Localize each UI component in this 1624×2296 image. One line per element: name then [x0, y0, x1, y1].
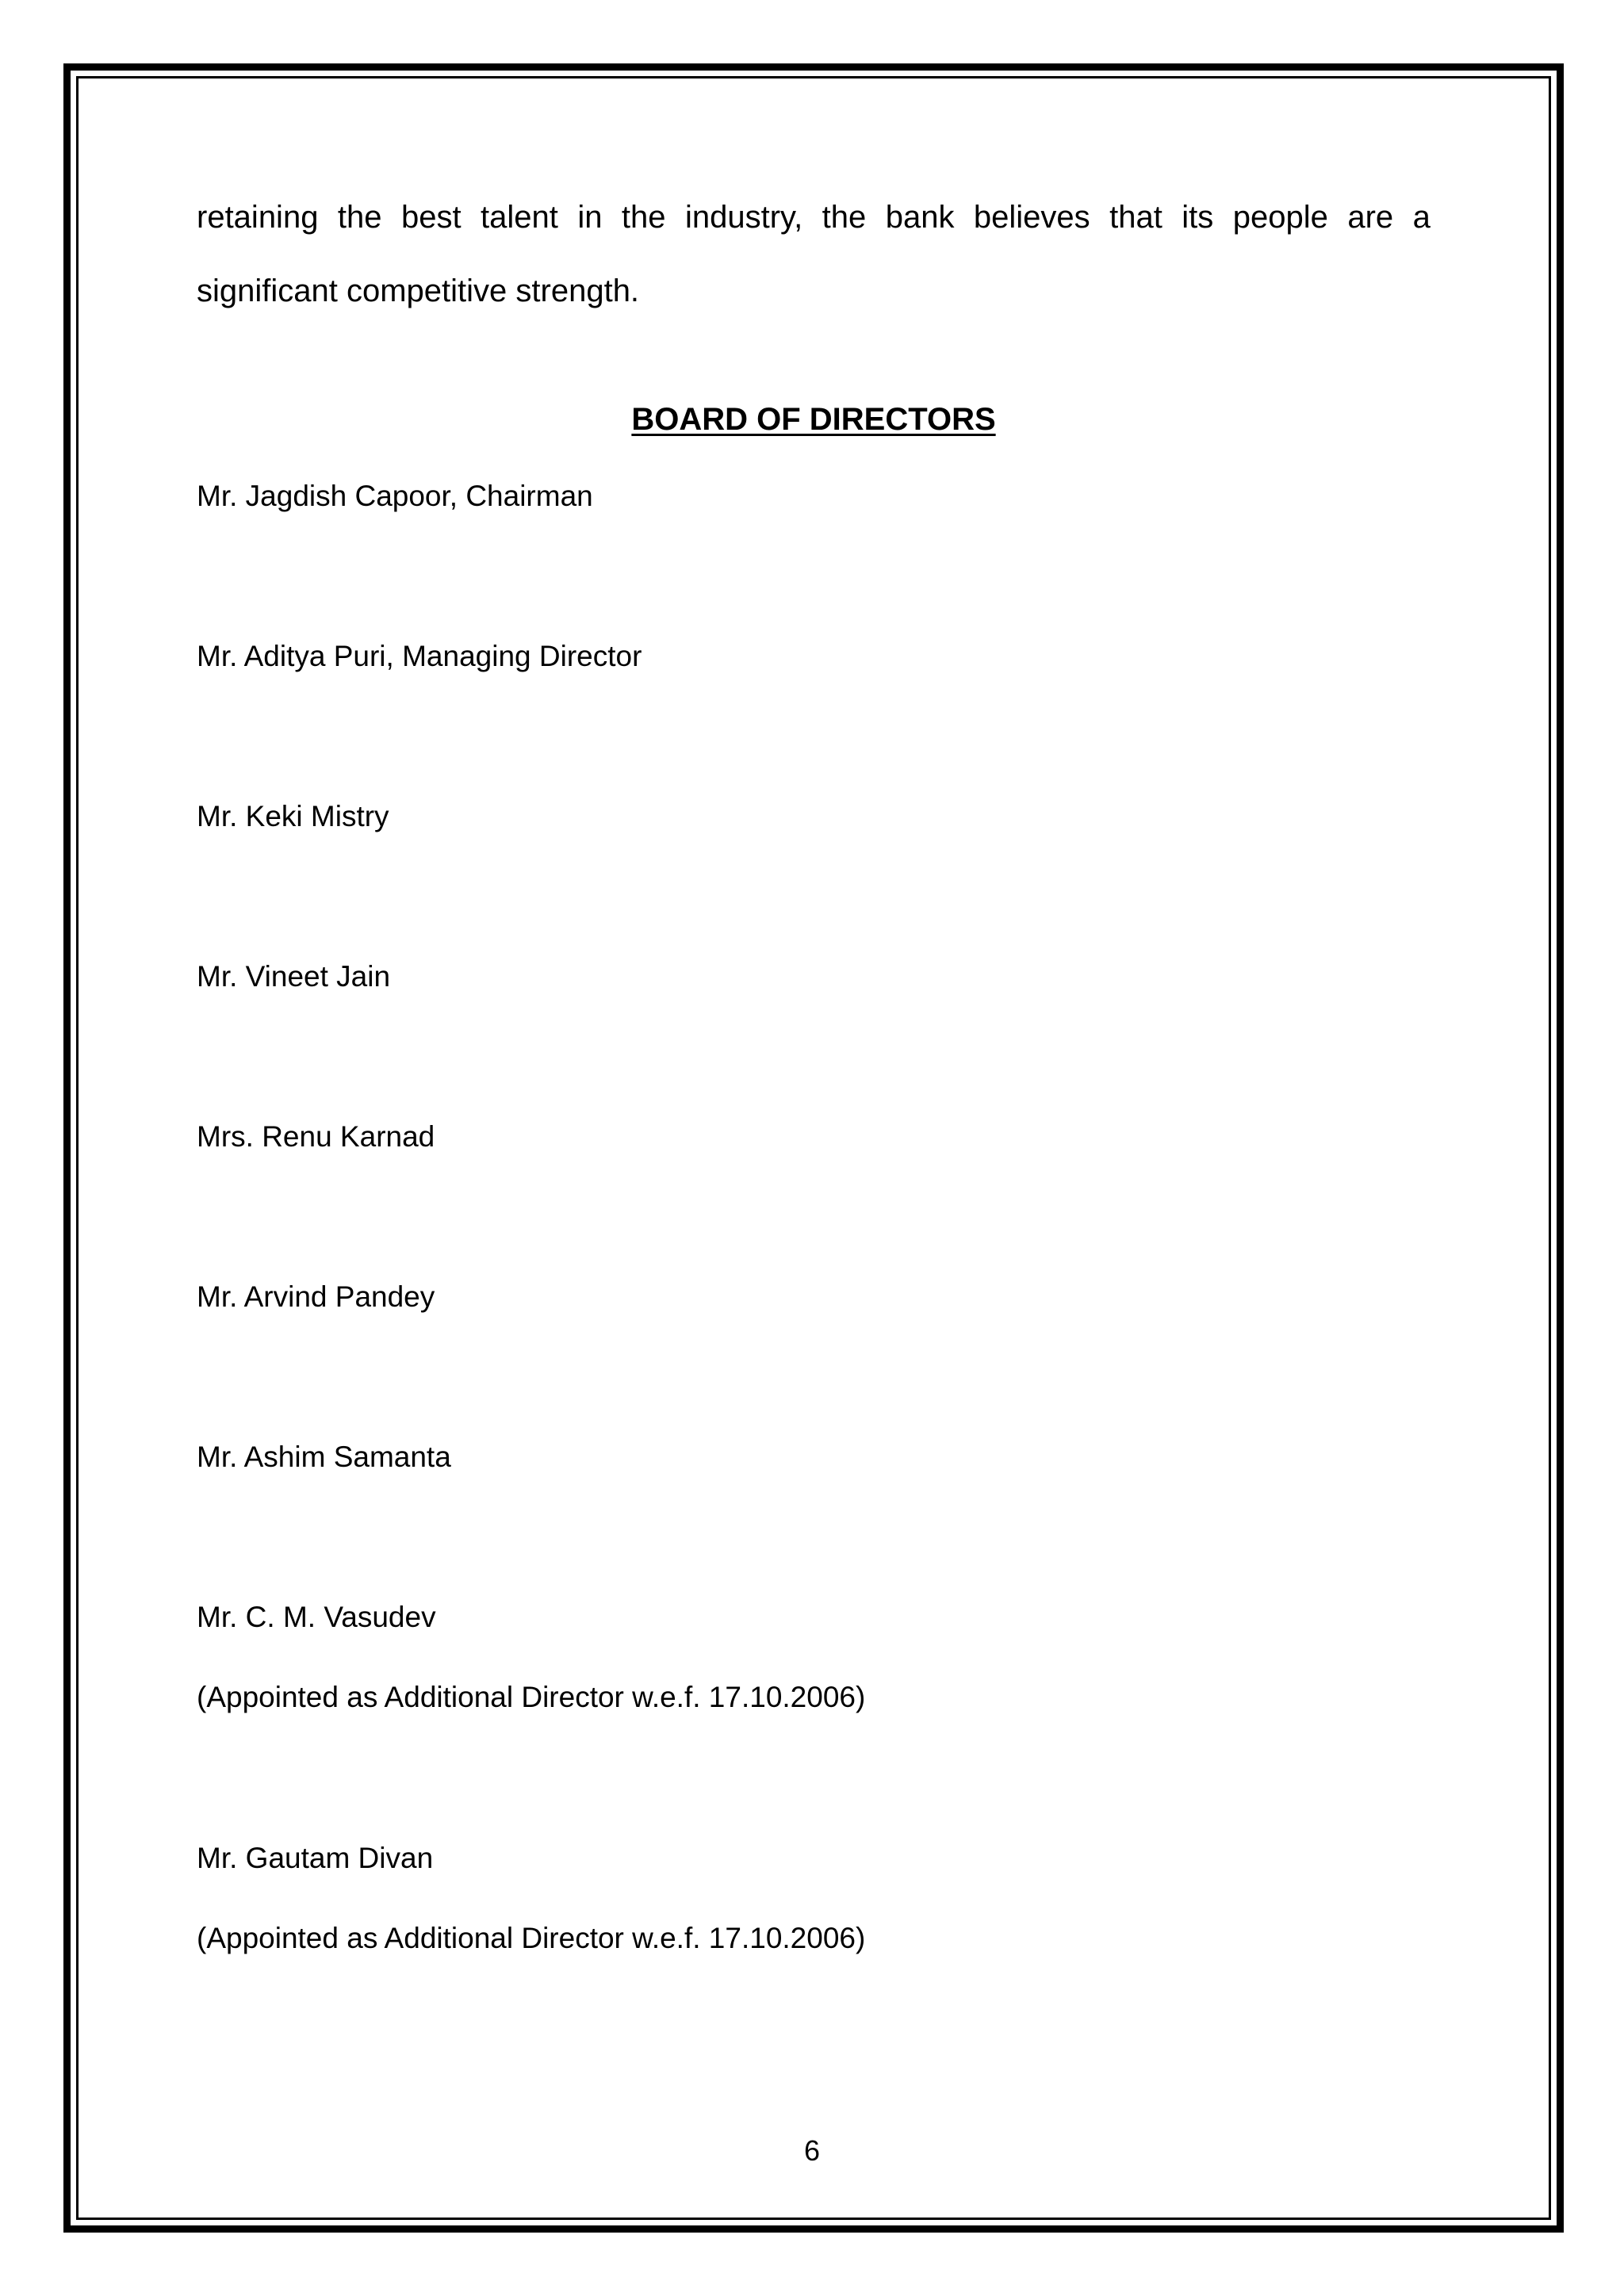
intro-word: the	[822, 200, 867, 235]
intro-word: in	[577, 200, 603, 235]
intro-word: people	[1232, 200, 1328, 235]
intro-word: believes	[973, 200, 1090, 235]
intro-word: best	[400, 200, 462, 235]
intro-line-2: significant competitive strength.	[197, 274, 640, 308]
director-name: Mr. Keki Mistry	[197, 800, 389, 832]
intro-word: bank	[885, 200, 955, 235]
section-heading: BOARD OF DIRECTORS	[631, 402, 996, 437]
intro-word: retaining	[197, 200, 319, 235]
director-name: Mr. Vineet Jain	[197, 960, 391, 993]
director-name: Mr. C. M. Vasudev	[197, 1601, 436, 1633]
director-appointment-note: (Appointed as Additional Director w.e.f. 17.10.2006)	[197, 1922, 866, 1954]
director-name: Mr. Arvind Pandey	[197, 1280, 435, 1313]
intro-word: the	[337, 200, 382, 235]
intro-word: are	[1347, 200, 1394, 235]
intro-word: that	[1109, 200, 1162, 235]
intro-word: talent	[481, 200, 558, 235]
director-name: Mrs. Renu Karnad	[197, 1120, 435, 1153]
director-name: Mr. Aditya Puri, Managing Director	[197, 640, 642, 672]
intro-word: industry,	[684, 200, 803, 235]
intro-line-1	[197, 198, 1431, 236]
director-name: Mr. Ashim Samanta	[197, 1441, 451, 1473]
page-number: 6	[803, 2134, 821, 2167]
intro-word: the	[621, 200, 666, 235]
director-name: Mr. Gautam Divan	[197, 1842, 434, 1874]
intro-word: its	[1182, 200, 1214, 235]
director-appointment-note: (Appointed as Additional Director w.e.f. 17.10.2006)	[197, 1681, 866, 1713]
director-name: Mr. Jagdish Capoor, Chairman	[197, 480, 593, 512]
intro-word: a	[1412, 200, 1431, 235]
